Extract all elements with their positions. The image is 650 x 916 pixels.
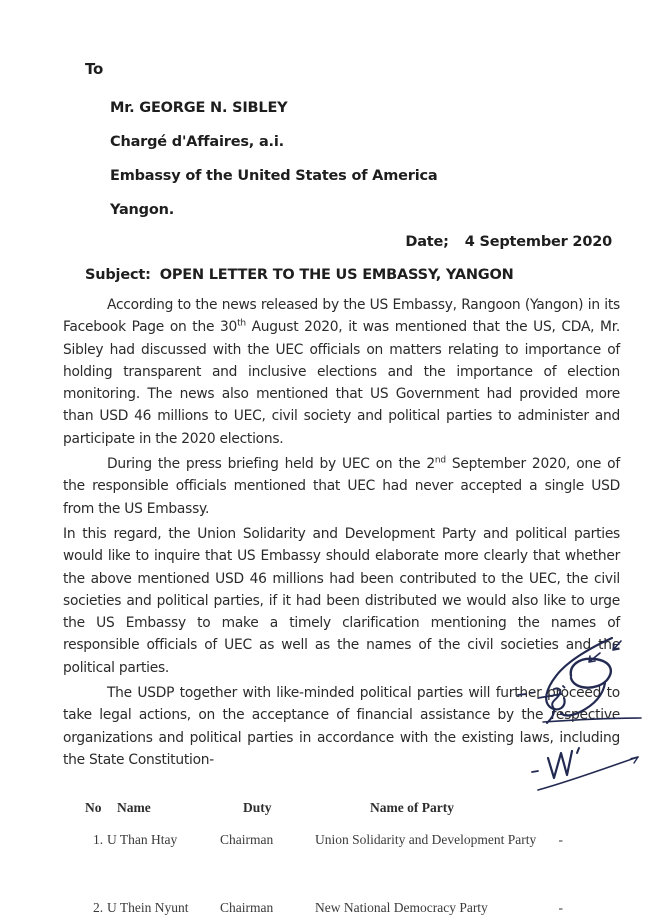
signatory-table-header — [85, 800, 620, 816]
recipient-city: Yangon. — [110, 202, 175, 218]
recipient-block — [110, 98, 620, 220]
superscript: nd — [434, 455, 446, 466]
row-name: U Than Htay — [107, 832, 178, 848]
header-duty: Duty — [243, 800, 272, 816]
row-no: 1. — [93, 832, 104, 848]
signature-u-thein-nyunt — [530, 746, 650, 802]
signatory-table — [85, 800, 620, 916]
subject-value: OPEN LETTER TO THE US EMBASSY, YANGON — [159, 267, 514, 283]
subject-line — [85, 267, 620, 283]
row-duty: Chairman — [220, 900, 274, 916]
letter-paragraph: According to the news released by the US Embassy, Rangoon (Yangon) in its Facebook Page on the 30th August 2020, it was mentioned that the US, CDA, Mr. Sibley had discussed with the UEC officials on matters relating to importance of holding transparent and inclusive elections and the importance of election monitoring. The news also mentioned that US Government had provided more than USD 46 millions to UEC, civil society and political parties to administer and participate in the 2020 elections. — [63, 297, 621, 447]
to-label: To — [85, 60, 104, 78]
header-no: No — [85, 800, 102, 816]
table-row — [85, 832, 620, 848]
date-value: 4 September 2020 — [464, 234, 612, 250]
letter-paragraph: During the press briefing held by UEC on the 2nd September 2020, one of the responsible officials mentioned that UEC had never accepted a single USD from the US Embassy. — [63, 455, 620, 517]
recipient-org: Embassy of the United States of America — [110, 168, 438, 184]
date-line — [63, 234, 612, 250]
row-party: New National Democracy Party — [315, 900, 488, 916]
signature-u-than-htay — [514, 632, 646, 736]
recipient-title: Chargé d'Affaires, a.i. — [110, 134, 284, 150]
header-party: Name of Party — [370, 800, 454, 816]
letter-paragraph: The USDP together with like-minded political parties will further proceed to take legal actions, on the acceptance of financial assistance by the respective organizations and political parties in accordance with the existing laws, including the State Constitution- — [63, 685, 620, 768]
row-dash: - — [558, 900, 563, 916]
row-dash: - — [558, 832, 563, 848]
recipient-name: Mr. GEORGE N. SIBLEY — [110, 100, 288, 116]
row-duty: Chairman — [220, 832, 274, 848]
header-name: Name — [117, 800, 151, 816]
superscript: th — [237, 318, 246, 329]
row-name: U Thein Nyunt — [107, 900, 189, 916]
table-row — [85, 900, 620, 916]
row-no: 2. — [93, 900, 104, 916]
date-label: Date; — [405, 234, 449, 250]
subject-label: Subject: — [85, 267, 151, 283]
row-party: Union Solidarity and Development Party — [315, 832, 537, 848]
letter-paragraph: In this regard, the Union Solidarity and Development Party and political parties would like to inquire that US Embassy should elaborate more clearly that whether the above mentioned USD 46 millions had been contributed to the UEC, the civil societies and political parties, if it had been distributed we would also like to urge the US Embassy to make a timely clarification mentioning the names of responsible officials of UEC as well as the names of the civil societies and the political parties. — [63, 525, 620, 676]
